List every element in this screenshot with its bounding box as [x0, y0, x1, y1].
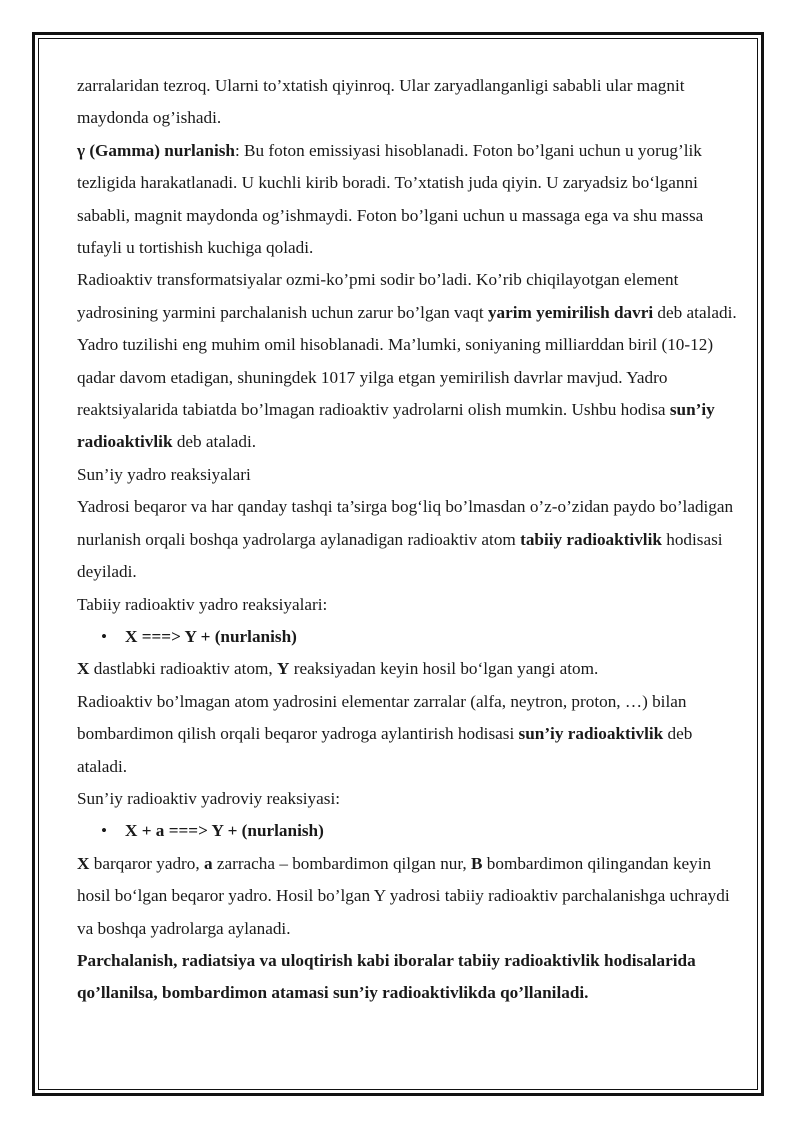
- conclusion-text: Parchalanish, radiatsiya va uloqtirish kabi iboralar tabiiy radioaktivlik hodisalarida qo’llanilsa, bombardimon atamasi sun’iy radioaktivlikda qo’llaniladi.: [77, 950, 696, 1003]
- text: deb ataladi.: [77, 724, 693, 776]
- paragraph-gamma-radiation: [77, 135, 737, 265]
- heading-artificial-nuclear-reactions: [77, 459, 737, 491]
- symbol: a: [203, 853, 213, 873]
- paragraph-half-life: [77, 264, 737, 458]
- paragraph-bombardment: [77, 686, 737, 783]
- heading-natural-reactions: [77, 589, 737, 621]
- paragraph-beta-continuation: [77, 70, 737, 135]
- bullet-icon: •: [101, 821, 108, 841]
- term-artificial-radioactivity: sun’iy radioaktivlik: [518, 724, 664, 744]
- document-body: [77, 70, 737, 1010]
- paragraph-conclusion: [77, 945, 737, 1010]
- term-gamma-radiation: γ (Gamma) nurlanish: [77, 140, 235, 160]
- symbol: X: [77, 659, 90, 679]
- paragraph-natural-radioactivity: [77, 491, 737, 588]
- text: Sun’iy yadro reaksiyalari: [77, 464, 251, 484]
- text: deb ataladi. Yadro tuzilishi eng muhim omil hisoblanadi. Ma’lumki, soniyaning milliarddan biril (10-12) qadar davom etadigan, shuningdek 1017 yilga etgan yemirilish davrlar mavjud. Yadro reaktsiyalarida tabiatda bo’lmagan radioaktiv yadrolarni olish mumkin. Ushbu hodisa: [77, 302, 737, 420]
- paragraph-artificial-reaction-legend: [77, 848, 737, 945]
- term-half-life: yarim yemirilish davri: [487, 302, 654, 322]
- text: zarralaridan tezroq. Ularni to’xtatish qiyinroq. Ular zaryadlanganligi sababli ular magnit maydonda og’ishadi.: [77, 76, 685, 128]
- symbol: B: [471, 853, 483, 873]
- symbol: X: [77, 853, 90, 873]
- reaction-formula: X ===> Y + (nurlanish): [125, 626, 297, 646]
- text: zarracha – bombardimon qilgan nur,: [212, 853, 472, 873]
- text: deb ataladi.: [172, 432, 257, 452]
- reaction-formula: X + a ===> Y + (nurlanish): [125, 821, 324, 841]
- heading-artificial-reaction: [77, 783, 737, 815]
- paragraph-natural-reaction-legend: [77, 653, 737, 685]
- text: Yadrosi beqaror va har qanday tashqi ta’sirga bog‘liq bo’lmasdan o’z-o’zidan paydo bo’ladigan nurlanish orqali boshqa yadrolarga aylanadigan radioaktiv atom: [77, 497, 734, 549]
- text: reaksiyadan keyin hosil bo‘lgan yangi atom.: [289, 659, 599, 679]
- bullet-icon: •: [101, 626, 108, 646]
- text: Tabiiy radioaktiv yadro reaksiyalari:: [77, 594, 328, 614]
- text: bombardimon qilingandan keyin hosil bo‘lgan beqaror yadro. Hosil bo’lgan Y yadrosi tabiiy radioaktiv parchalanishga uchraydi va boshqa yadrolarga aylanadi.: [77, 853, 730, 938]
- text: hodisasi deyiladi.: [77, 529, 723, 582]
- text: Sun’iy radioaktiv yadroviy reaksiyasi:: [77, 788, 341, 808]
- symbol: Y: [277, 659, 290, 679]
- term-natural-radioactivity: tabiiy radioaktivlik: [520, 529, 662, 549]
- text: barqaror yadro,: [89, 853, 204, 873]
- list-item-artificial-reaction: [77, 815, 737, 847]
- term-artificial-radioactivity: sun’iy radioaktivlik: [77, 400, 715, 452]
- text: : Bu foton emissiyasi hisoblanadi. Foton bo’lgani uchun u yorug’lik tezligida harakatlanadi. U kuchli kirib boradi. To’xtatish juda qiyin. U zaryadsiz bo‘lganni sababli, magnit maydonda og’ishmaydi. Foton bo’lgani uchun u massaga ega va shu massa tufayli u tortishish kuchiga qoladi.: [77, 140, 704, 258]
- text: Radioaktiv transformatsiyalar ozmi-ko’pmi sodir bo’ladi. Ko’rib chiqilayotgan element yadrosining yarmini parchalanish uchun zarur bo’lgan vaqt: [77, 270, 679, 322]
- text: Radioaktiv bo’lmagan atom yadrosini elementar zarralar (alfa, neytron, proton, …) bilan bombardimon qilish orqali beqaror yadroga aylantirish hodisasi: [77, 691, 687, 744]
- list-item-natural-reaction: [77, 621, 737, 653]
- text: dastlabki radioaktiv atom,: [89, 659, 278, 679]
